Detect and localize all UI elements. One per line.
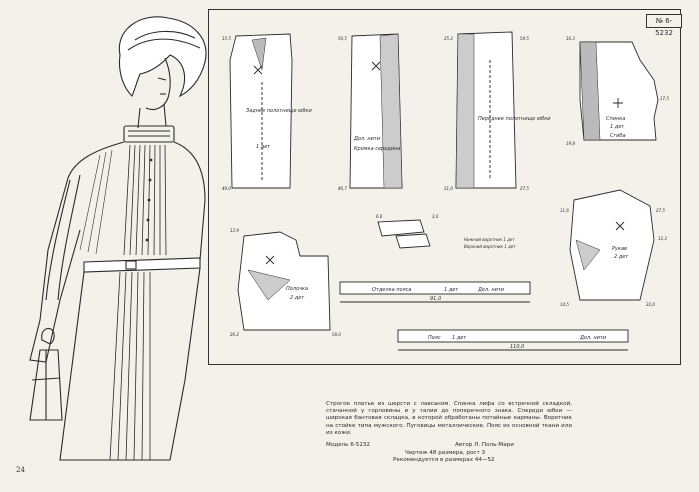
recommended-line: Рекомендуется в размерах 44—52 xyxy=(393,457,495,463)
label-collar-note-2: Верхний воротник 1 дет xyxy=(464,244,516,249)
label-trim-belt: Отделка пояса xyxy=(372,287,412,293)
label-back-skirt: Заднее полотнище юбки xyxy=(246,108,312,114)
label-belt-length: 110,0 xyxy=(510,344,525,350)
label-front-cut: 2 дет xyxy=(290,295,305,301)
model-line: Модель 6-5232 xyxy=(326,442,371,448)
label-belt: Пояс xyxy=(428,335,441,341)
label-belt-grain: Дол. нити xyxy=(580,335,607,341)
measure-11: 19,8 xyxy=(566,141,575,146)
measure-7: 54,5 xyxy=(520,36,529,41)
measure-10: 17,5 xyxy=(660,96,669,101)
label-fold: Сгиба xyxy=(610,133,626,139)
author-line: Автор Л. Поль-Мари xyxy=(455,442,514,448)
measure-3: 50,5 xyxy=(338,36,347,41)
measure-21: 12,3 xyxy=(658,236,667,241)
measure-2: 49,0 xyxy=(222,186,231,191)
measure-4: 40,7 xyxy=(338,186,347,191)
measure-12: 13,9 xyxy=(230,228,239,233)
model-number-badge: № 6-5232 xyxy=(646,14,682,28)
measure-15: 58,0 xyxy=(332,332,341,337)
measure-8: 27,5 xyxy=(520,186,529,191)
label-front: Полочка xyxy=(286,286,309,292)
measure-5: 25,2 xyxy=(444,36,453,41)
measure-14: 6,6 xyxy=(376,214,383,219)
label-trim-grain: Дол. нити xyxy=(478,287,505,293)
label-back-cut: 1 дет xyxy=(610,124,625,130)
measure-16: 3,0 xyxy=(432,214,439,219)
measure-1: 15,5 xyxy=(222,36,231,41)
measure-6: 21,0 xyxy=(444,186,453,191)
label-front-skirt: Переднее полотнище юбки xyxy=(478,116,551,122)
label-side-grain: Дол. нити xyxy=(354,136,381,142)
label-sleeve: Рукав xyxy=(612,246,628,252)
label-side-seam: Кромка середина xyxy=(354,146,401,152)
description-text: Строгое платье из шерсти с лавсаном. Спинка лифа со встречной складкой, стачанной у горловины и у талии до поперечного знака. Спереди юбки — широкая бантовая складка, в которой обработаны потайные карманы. Воротник на стойке типа мужского. Пуговицы металлические. Пояс из основной ткани или из кожи. xyxy=(326,401,572,436)
label-collar-note-1: Нижний воротник 1 дет xyxy=(464,237,515,242)
label-back: Спинка xyxy=(606,116,626,122)
label-belt-cut: 1 дет xyxy=(452,335,467,341)
measure-17: 11,6 xyxy=(560,208,569,213)
measure-9: 10,3 xyxy=(566,36,575,41)
measure-19: 14,5 xyxy=(560,302,569,307)
measure-18: 27,5 xyxy=(656,208,665,213)
page-number: 24 xyxy=(16,466,25,474)
draft-line: Чертеж 48 размера, рост 3 xyxy=(405,450,486,456)
label-trim-length: 91,0 xyxy=(430,296,442,302)
measure-20: 22,0 xyxy=(646,302,655,307)
label-back-skirt-cut: 1 дет xyxy=(256,144,271,150)
measure-13: 26,2 xyxy=(230,332,239,337)
label-trim-belt-cut: 1 дет xyxy=(444,287,459,293)
label-sleeve-cut: 2 дет xyxy=(614,254,629,260)
